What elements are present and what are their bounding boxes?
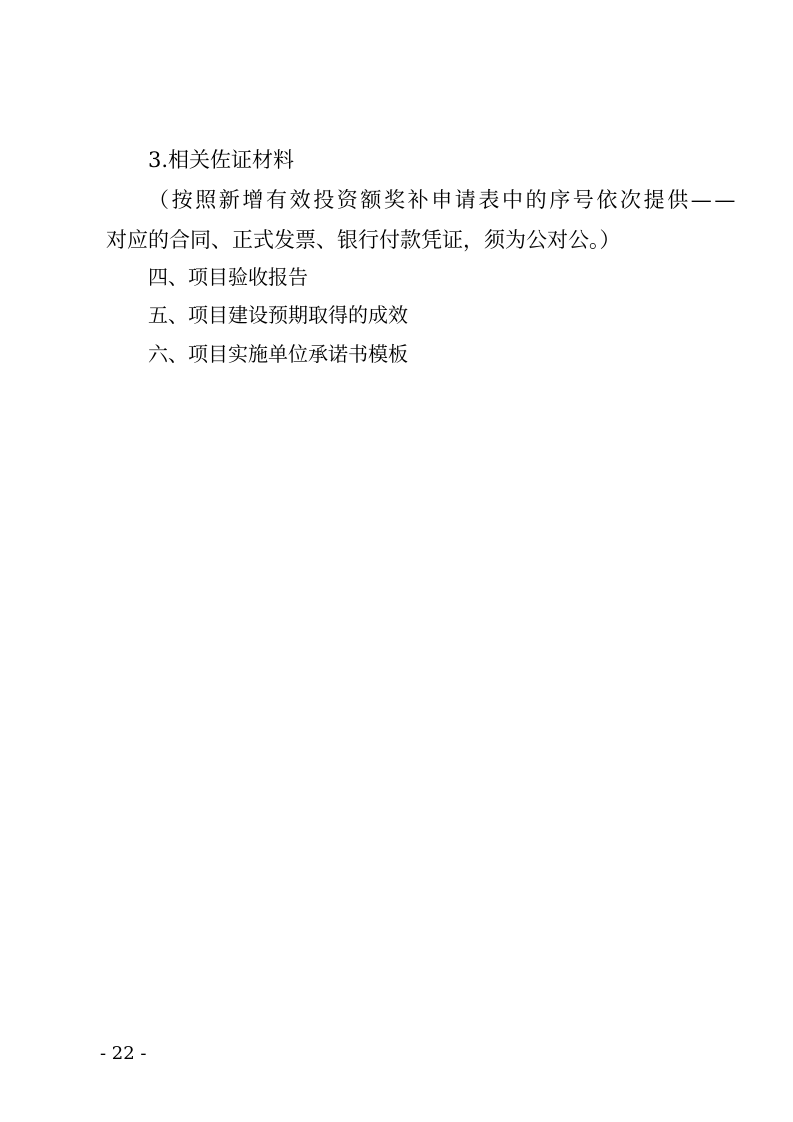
- section-heading-4: 四、项目验收报告: [148, 265, 308, 289]
- section-heading-6: 六、项目实施单位承诺书模板: [148, 342, 408, 366]
- subsection-title: 3.相关佐证材料: [148, 148, 295, 172]
- page-number: - 22 -: [100, 1043, 147, 1064]
- note-line-1: （按照新增有效投资额奖补申请表中的序号依次提供——: [148, 188, 738, 212]
- note-line-2: 对应的合同、正式发票、银行付款凭证，须为公对公。）: [106, 228, 621, 252]
- section-heading-5: 五、项目建设预期取得的成效: [148, 303, 408, 327]
